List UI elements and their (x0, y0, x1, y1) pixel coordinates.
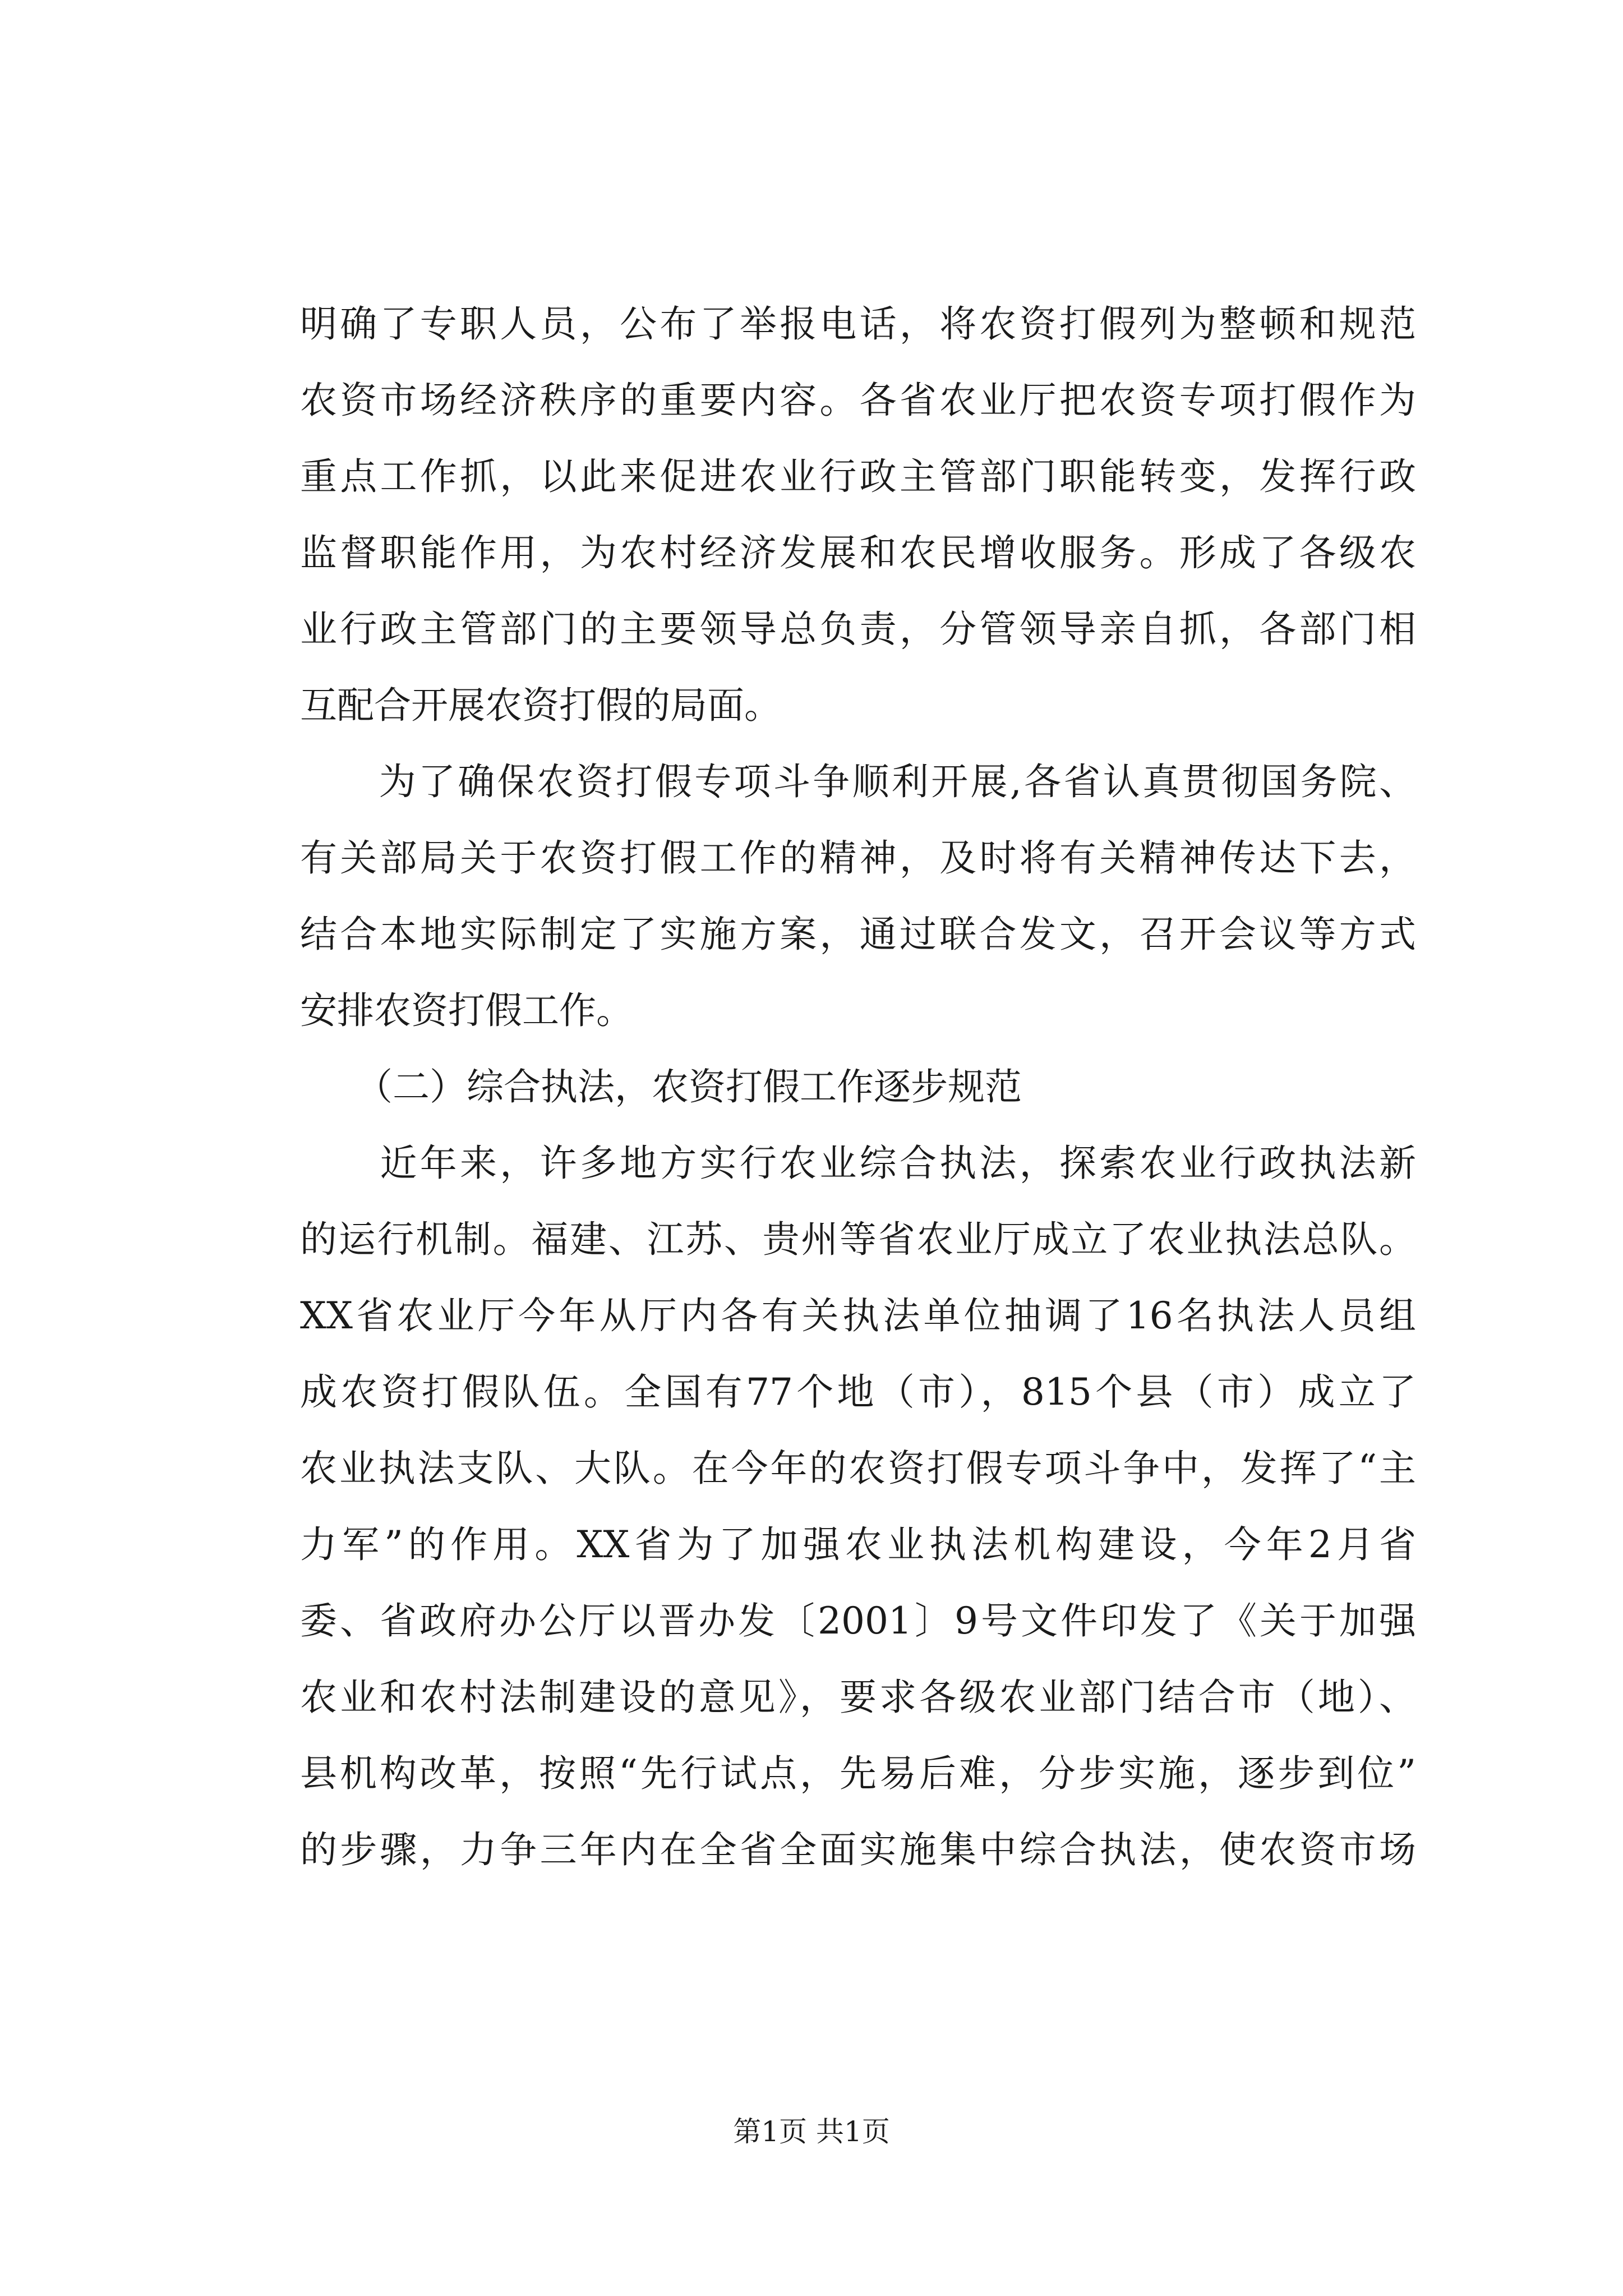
text-line: 近年来，许多地方实行农业综合执法，探索农业行政执法新 (300, 1142, 1416, 1185)
text-line: 明确了专职人员，公布了举报电话，将农资打假列为整顿和规范 (300, 302, 1416, 346)
text-line: 业行政主管部门的主要领导总负责，分管领导亲自抓，各部门相 (300, 608, 1416, 651)
text-line: XX省农业厅今年从厅内各有关执法单位抽调了16名执法人员组 (300, 1294, 1416, 1337)
text-line: 成农资打假队伍。全国有77个地（市），815个县（市）成立了 (300, 1370, 1416, 1414)
text-line: 为了确保农资打假专项斗争顺利开展,各省认真贯彻国务院、 (300, 760, 1416, 803)
text-line: 互配合开展农资打假的局面。 (300, 684, 781, 727)
text-line: 监督职能作用，为农村经济发展和农民增收服务。形成了各级农 (300, 531, 1416, 574)
text-line: 安排农资打假工作。 (300, 989, 633, 1032)
document-body (300, 286, 1416, 1888)
page-number-footer: 第1页 共1页 (733, 2115, 890, 2148)
text-line: 农业执法支队、大队。在今年的农资打假专项斗争中，发挥了“主 (300, 1447, 1416, 1490)
text-line: 县机构改革，按照“先行试点，先易后难，分步实施，逐步到位” (300, 1752, 1416, 1795)
text-line: 的运行机制。福建、江苏、贵州等省农业厅成立了农业执法总队。 (300, 1218, 1416, 1261)
text-line: 有关部局关于农资打假工作的精神，及时将有关精神传达下去， (300, 836, 1416, 880)
text-line: 力军”的作用。XX省为了加强农业执法机构建设，今年2月省 (300, 1523, 1416, 1566)
text-line: 的步骤，力争三年内在全省全面实施集中综合执法，使农资市场 (300, 1828, 1416, 1871)
text-line: 委、省政府办公厅以晋办发〔2001〕9号文件印发了《关于加强 (300, 1599, 1416, 1642)
text-line: 农业和农村法制建设的意见》，要求各级农业部门结合市（地）、 (300, 1676, 1416, 1719)
text-line: 农资市场经济秩序的重要内容。各省农业厅把农资专项打假作为 (300, 379, 1416, 422)
section-heading: （二）综合执法，农资打假工作逐步规范 (300, 1065, 1022, 1108)
text-line: 结合本地实际制定了实施方案，通过联合发文，召开会议等方式 (300, 913, 1416, 956)
text-line: 重点工作抓，以此来促进农业行政主管部门职能转变，发挥行政 (300, 455, 1416, 498)
